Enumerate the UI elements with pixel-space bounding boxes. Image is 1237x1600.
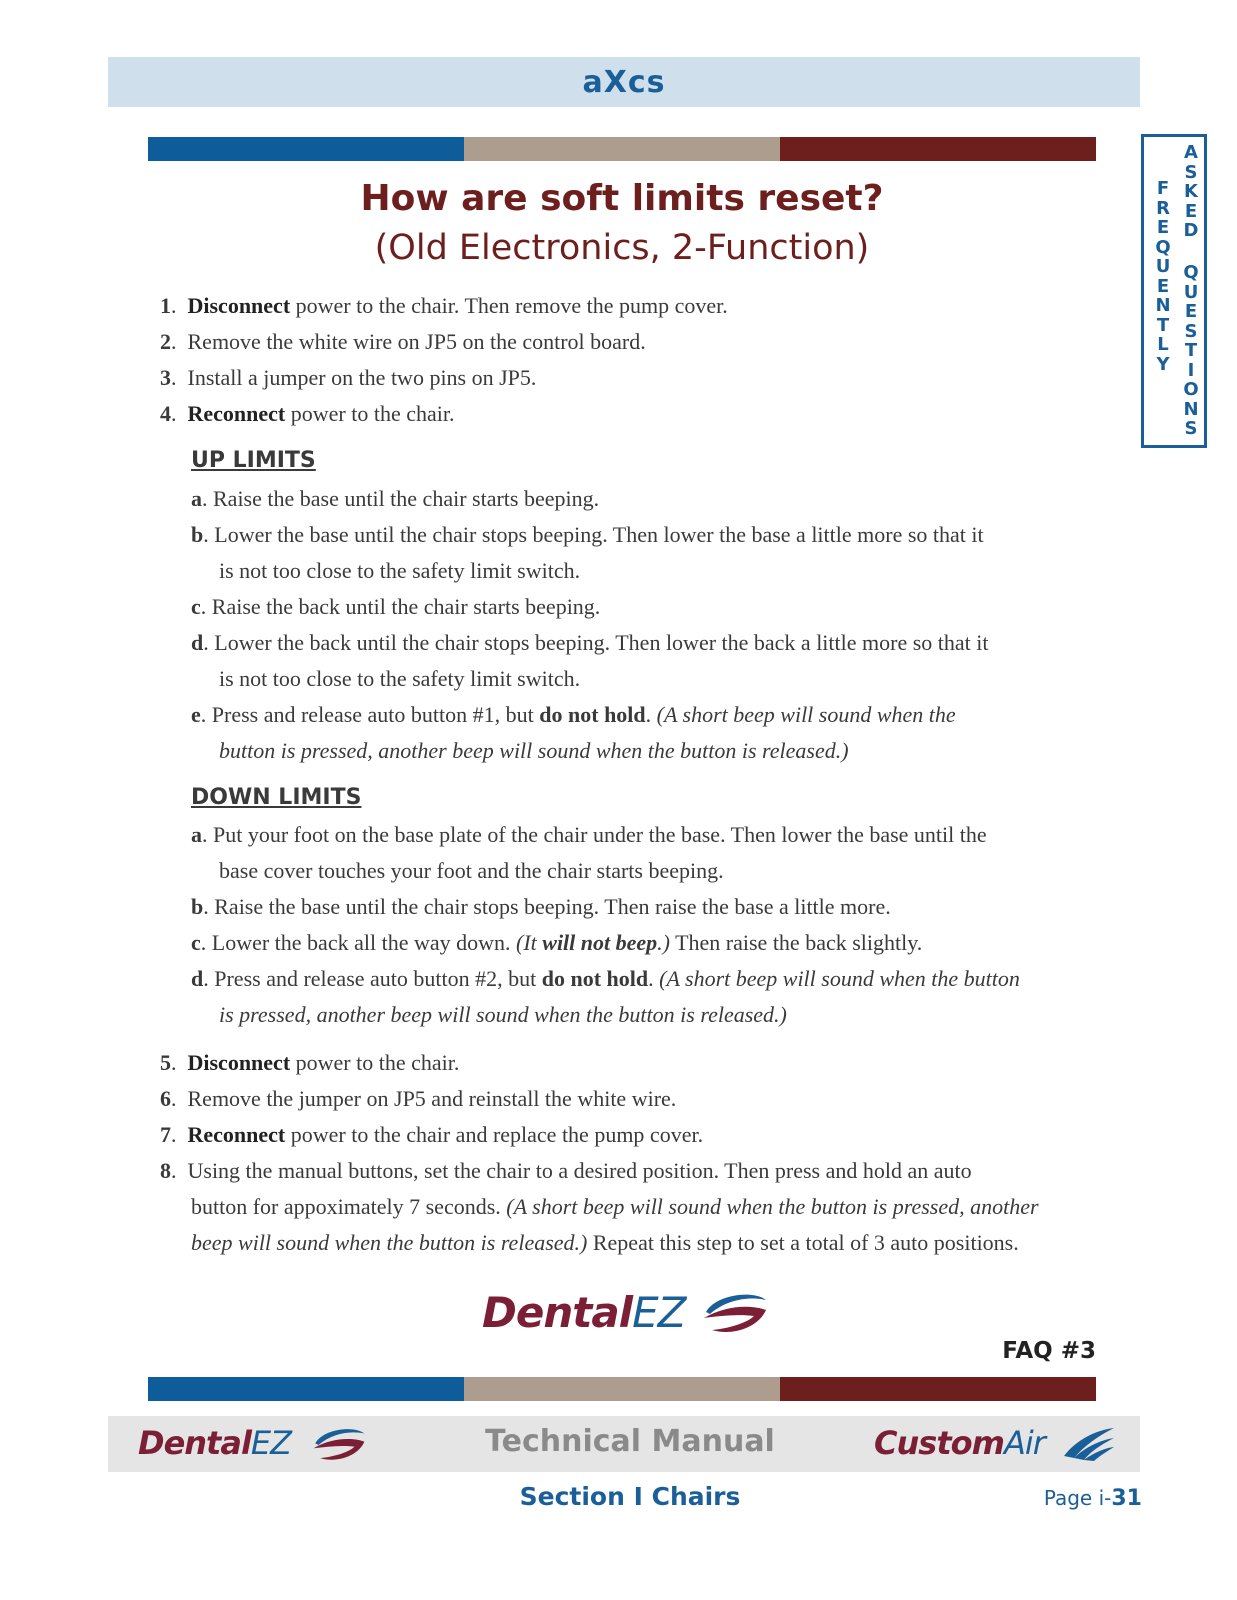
page-title: How are soft limits reset?	[360, 178, 884, 219]
list-item: 3. Install a jumper on the two pins on JP5.	[160, 365, 537, 390]
list-item: c. Raise the back until the chair starts beeping.	[191, 594, 601, 619]
product-name: aXcs	[582, 64, 666, 100]
section-label: Section I Chairs	[519, 1482, 741, 1511]
list-item: 8. Using the manual buttons, set the chair to a desired position. Then press and hold an auto	[160, 1158, 972, 1183]
list-item: a. Raise the base until the chair starts beeping.	[191, 486, 600, 511]
list-item: 4. Reconnect power to the chair.	[160, 401, 455, 426]
list-item-continuation: is pressed, another beep will sound when the button is released.)	[219, 1002, 787, 1027]
color-bar-bottom	[148, 1377, 1096, 1401]
steps-bottom-list	[160, 1045, 1090, 1261]
list-item: 2. Remove the white wire on JP5 on the control board.	[160, 329, 646, 354]
color-bar-top	[148, 137, 1096, 161]
list-item: c. Lower the back all the way down. (It will not beep.) Then raise the back slightly.	[191, 930, 923, 955]
list-item: a. Put your foot on the base plate of the chair under the base. Then lower the base until the	[191, 822, 987, 847]
up-limits-heading: UP LIMITS	[191, 448, 316, 473]
list-item: 6. Remove the jumper on JP5 and reinstall the white wire.	[160, 1086, 677, 1111]
customair-logo: CustomAir	[874, 1424, 1045, 1462]
list-item: b. Lower the base until the chair stops beeping. Then lower the base a little more so that it	[191, 522, 984, 547]
up-limits-list	[191, 481, 1101, 769]
side-tab-word-frequently: F R E Q U E N T L Y	[1155, 178, 1171, 375]
steps-top-list	[160, 288, 1090, 432]
list-item: e. Press and release auto button #1, but do not hold. (A short beep will sound when the	[191, 702, 956, 727]
list-item: 5. Disconnect power to the chair.	[160, 1050, 460, 1075]
list-item-continuation: button is pressed, another beep will sound when the button is released.)	[219, 738, 849, 763]
header-band	[108, 57, 1140, 107]
footer-dentalez-logo: DentalEZ	[138, 1424, 292, 1462]
list-item: b. Raise the base until the chair stops beeping. Then raise the base a little more.	[191, 894, 891, 919]
down-limits-list	[191, 817, 1101, 1033]
technical-manual-title: Technical Manual	[485, 1424, 775, 1459]
footer-dentalez-swoosh-icon	[312, 1425, 366, 1465]
page-number: Page i-31	[1043, 1486, 1142, 1511]
down-limits-heading: DOWN LIMITS	[191, 785, 362, 810]
faq-side-tab	[1141, 134, 1207, 448]
list-item: d. Press and release auto button #2, but do not hold. (A short beep will sound when the button	[191, 966, 1020, 991]
side-tab-word-asked: A S K E D	[1183, 142, 1199, 241]
side-tab-word-questions: Q U E S T I O N S	[1183, 262, 1199, 439]
list-item-continuation: button for appoximately 7 seconds. (A short beep will sound when the button is pressed, another	[191, 1194, 1039, 1219]
list-item: 1. Disconnect power to the chair. Then remove the pump cover.	[160, 293, 728, 318]
faq-number: FAQ #3	[1002, 1338, 1096, 1364]
customair-wings-icon	[1062, 1426, 1116, 1462]
list-item-continuation: beep will sound when the button is released.) Repeat this step to set a total of 3 auto positions.	[191, 1230, 1019, 1255]
list-item-continuation: is not too close to the safety limit switch.	[219, 558, 581, 583]
list-item-continuation: is not too close to the safety limit switch.	[219, 666, 581, 691]
list-item-continuation: base cover touches your foot and the chair starts beeping.	[219, 858, 724, 883]
page-subtitle: (Old Electronics, 2-Function)	[374, 228, 870, 268]
list-item: d. Lower the back until the chair stops beeping. Then lower the back a little more so that it	[191, 630, 989, 655]
dentalez-swoosh-icon	[702, 1290, 768, 1338]
list-item: 7. Reconnect power to the chair and replace the pump cover.	[160, 1122, 704, 1147]
dentalez-logo: DentalEZ	[482, 1288, 686, 1337]
